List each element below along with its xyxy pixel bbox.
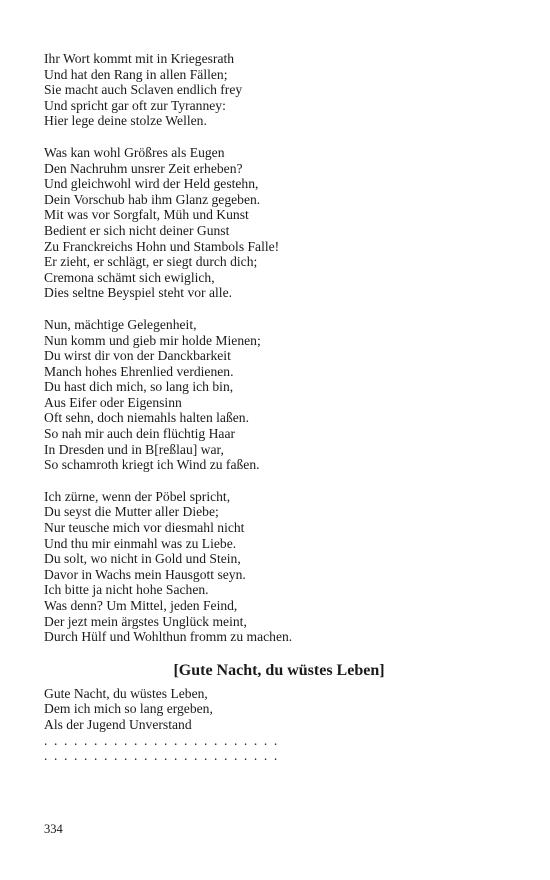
verse-line: Dem ich mich so lang ergeben, — [44, 701, 213, 717]
verse-line: Nun komm und gieb mir holde Mienen; — [44, 332, 261, 348]
verse-line: In Dresden und in B[reßlau] war, — [44, 441, 224, 457]
verse-line: Manch hohes Ehrenlied verdienen. — [44, 363, 234, 379]
verse-line: Aus Eifer oder Eigensinn — [44, 394, 182, 410]
verse-line: Als der Jugend Unverstand — [44, 716, 192, 732]
verse-line: Ich zürne, wenn der Pöbel spricht, — [44, 488, 231, 504]
verse-line: Sie macht auch Sclaven endlich frey — [44, 82, 243, 98]
verse-line: Durch Hülf und Wohlthun fromm zu machen. — [44, 629, 293, 645]
verse-line: So schamroth kriegt ich Wind zu faßen. — [44, 457, 260, 473]
verse-line: Und hat den Rang in allen Fällen; — [44, 66, 228, 82]
poem-heading: [Gute Nacht, du wüstes Leben] — [173, 661, 385, 679]
verse-line: Ich bitte ja nicht hohe Sachen. — [44, 582, 209, 598]
verse-line: Du seyst die Mutter aller Diebe; — [44, 504, 219, 520]
verse-line: Hier lege deine stolze Wellen. — [44, 113, 207, 129]
verse-line: Dein Vorschub hab ihm Glanz gegeben. — [44, 191, 261, 207]
verse-line: So nah mir auch dein flüchtig Haar — [44, 426, 236, 442]
verse-line: Dies seltne Beyspiel steht vor alle. — [44, 285, 233, 301]
verse-line: Du solt, wo nicht in Gold und Stein, — [44, 551, 241, 567]
stanza-2 — [44, 145, 514, 301]
ellipsis-line: . . . . . . . . . . . . . . . . . . . . . . . . — [44, 748, 279, 764]
verse-line: Bedient er sich nicht deiner Gunst — [44, 222, 230, 238]
verse-line: Nun, mächtige Gelegenheit, — [44, 316, 197, 332]
poem-text — [44, 51, 514, 780]
verse-line: Und thu mir einmahl was zu Liebe. — [44, 535, 237, 551]
verse-line: Und spricht gar oft zur Tyranney: — [44, 97, 226, 113]
verse-line: Ihr Wort kommt mit in Kriegesrath — [44, 51, 235, 66]
verse-line: Und gleichwohl wird der Held gestehn, — [44, 176, 259, 192]
stanza-1 — [44, 51, 514, 129]
verse-line: Du wirst dir von der Danckbarkeit — [44, 348, 231, 364]
verse-line: Er zieht, er schlägt, er siegt durch dich; — [44, 254, 258, 270]
verse-line: Du hast dich mich, so lang ich bin, — [44, 379, 234, 395]
page-number: 334 — [44, 822, 63, 836]
verse-line: Den Nachruhm unsrer Zeit erheben? — [44, 160, 243, 176]
verse-line: Zu Franckreichs Hohn und Stambols Falle! — [44, 238, 280, 254]
verse-line: Nur teusche mich vor diesmahl nicht — [44, 520, 245, 536]
verse-line: Oft sehn, doch niemahls halten laßen. — [44, 410, 249, 426]
verse-line: Cremona schämt sich ewiglich, — [44, 269, 215, 285]
stanza-4 — [44, 489, 514, 645]
verse-line: Davor in Wachs mein Hausgott seyn. — [44, 566, 246, 582]
stanza-3 — [44, 317, 514, 473]
final-stanza — [44, 686, 514, 764]
verse-line: Der jezt mein ärgstes Unglück meint, — [44, 613, 247, 629]
verse-line: Mit was vor Sorgfalt, Müh und Kunst — [44, 207, 249, 223]
verse-line: Was denn? Um Mittel, jeden Feind, — [44, 598, 238, 613]
verse-line: Gute Nacht, du wüstes Leben, — [44, 685, 208, 701]
ellipsis-line: . . . . . . . . . . . . . . . . . . . . . . . . — [44, 732, 279, 748]
verse-line: Was kan wohl Größres als Eugen — [44, 144, 225, 160]
